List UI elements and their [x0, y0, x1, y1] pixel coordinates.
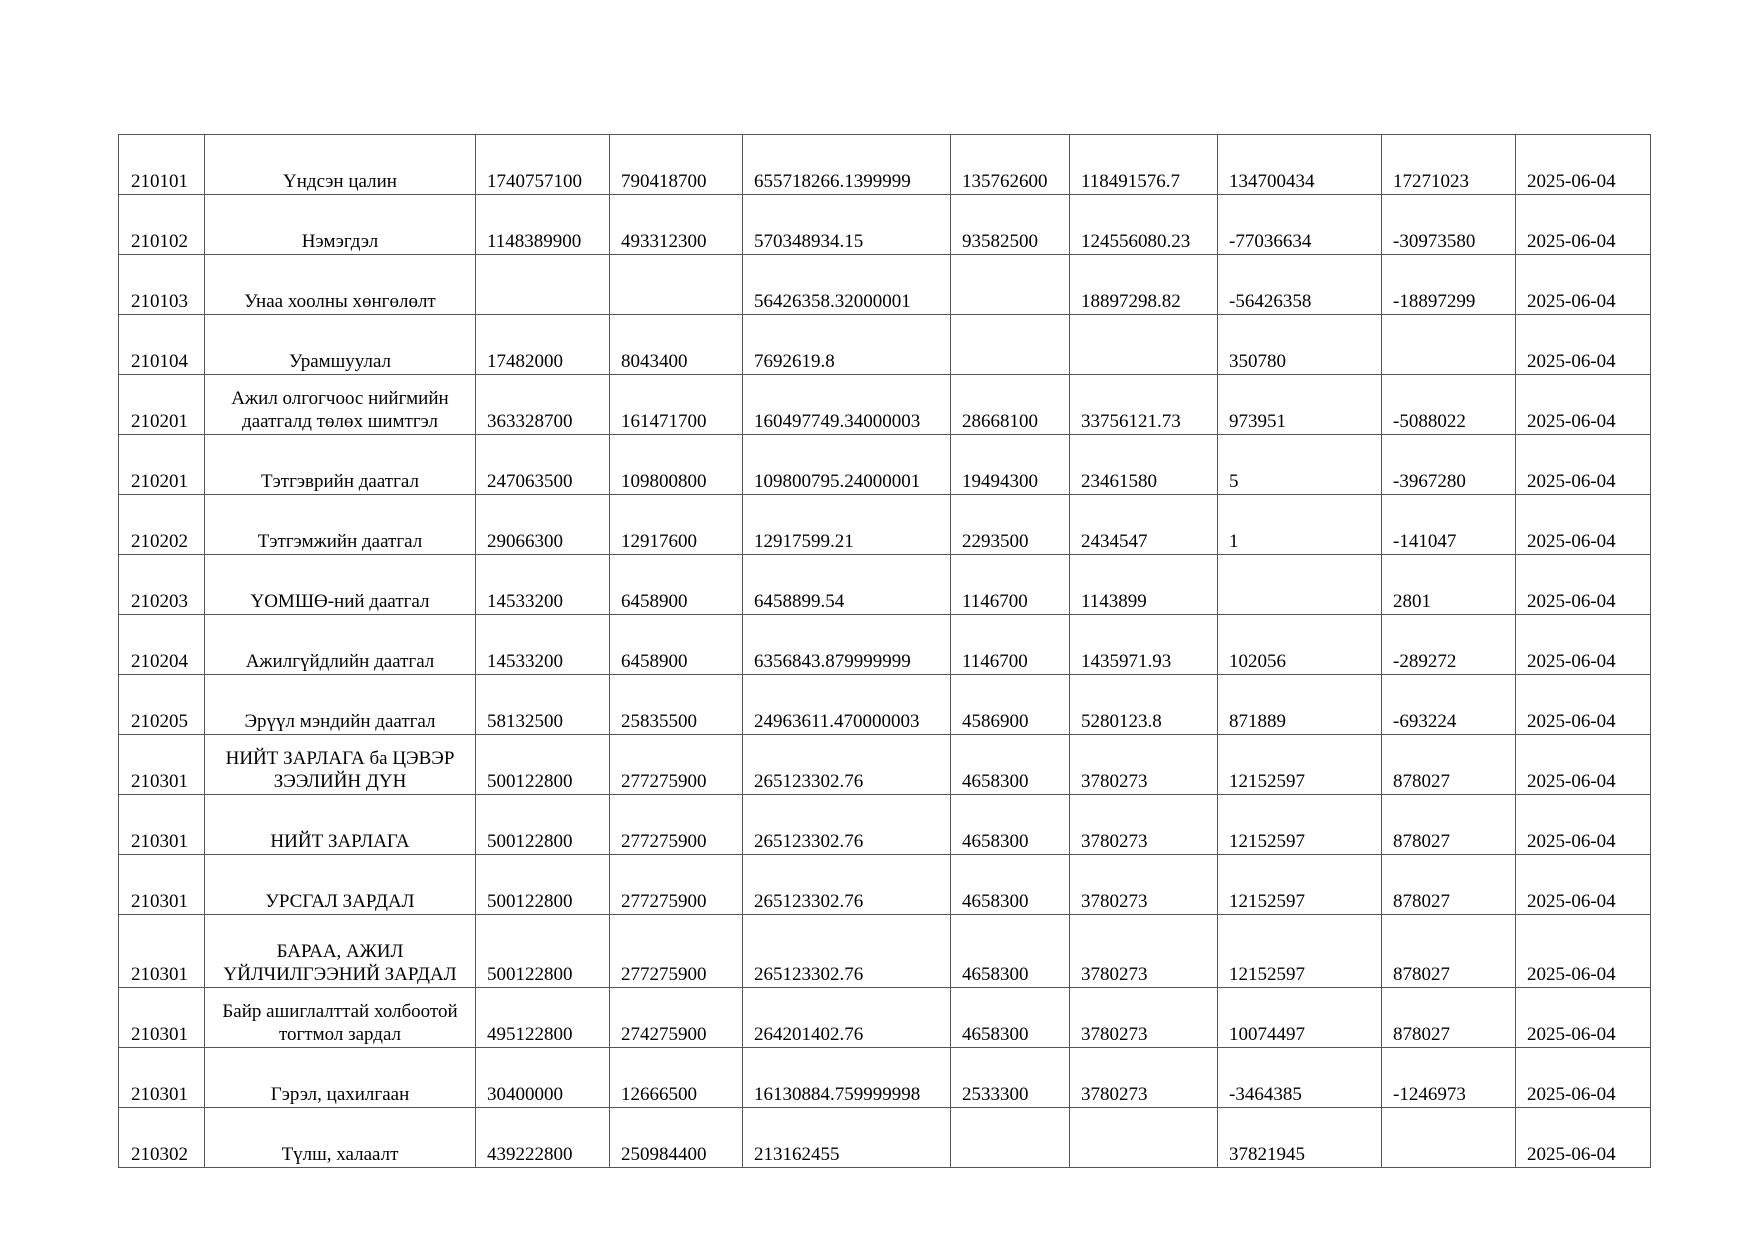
account-name: БАРАА, АЖИЛ ҮЙЛЧИЛГЭЭНИЙ ЗАРДАЛ	[205, 915, 476, 988]
amount-cell: -1246973	[1382, 1048, 1516, 1108]
account-code: 210202	[119, 495, 205, 555]
account-name: НИЙТ ЗАРЛАГА ба ЦЭВЭР ЗЭЭЛИЙН ДҮН	[205, 735, 476, 795]
amount-cell: 134700434	[1218, 135, 1382, 195]
date-cell: 2025-06-04	[1516, 915, 1651, 988]
amount-cell	[1382, 315, 1516, 375]
amount-cell: -141047	[1382, 495, 1516, 555]
account-code: 210201	[119, 375, 205, 435]
amount-cell: 12152597	[1218, 915, 1382, 988]
amount-cell: 2434547	[1070, 495, 1218, 555]
amount-cell: 277275900	[610, 795, 743, 855]
amount-cell: 1435971.93	[1070, 615, 1218, 675]
table-row	[119, 375, 1651, 435]
amount-cell: 6458900	[610, 615, 743, 675]
amount-cell: 10074497	[1218, 988, 1382, 1048]
date-cell: 2025-06-04	[1516, 735, 1651, 795]
date-cell: 2025-06-04	[1516, 555, 1651, 615]
amount-cell: -289272	[1382, 615, 1516, 675]
amount-cell: 265123302.76	[743, 915, 951, 988]
account-code: 210302	[119, 1108, 205, 1168]
account-code: 210301	[119, 735, 205, 795]
date-cell: 2025-06-04	[1516, 135, 1651, 195]
amount-cell: 4658300	[951, 915, 1070, 988]
amount-cell	[1382, 1108, 1516, 1168]
date-cell: 2025-06-04	[1516, 795, 1651, 855]
amount-cell: 973951	[1218, 375, 1382, 435]
amount-cell: 277275900	[610, 855, 743, 915]
table-row	[119, 1048, 1651, 1108]
amount-cell: -30973580	[1382, 195, 1516, 255]
amount-cell	[1070, 1108, 1218, 1168]
account-code: 210101	[119, 135, 205, 195]
amount-cell: 439222800	[476, 1108, 610, 1168]
date-cell: 2025-06-04	[1516, 255, 1651, 315]
amount-cell: 7692619.8	[743, 315, 951, 375]
account-code: 210205	[119, 675, 205, 735]
account-code: 210301	[119, 1048, 205, 1108]
amount-cell: 33756121.73	[1070, 375, 1218, 435]
amount-cell: 790418700	[610, 135, 743, 195]
amount-cell: 878027	[1382, 915, 1516, 988]
amount-cell: 247063500	[476, 435, 610, 495]
amount-cell: 4586900	[951, 675, 1070, 735]
amount-cell: 12152597	[1218, 855, 1382, 915]
amount-cell: 3780273	[1070, 988, 1218, 1048]
date-cell: 2025-06-04	[1516, 435, 1651, 495]
amount-cell: 17271023	[1382, 135, 1516, 195]
amount-cell: 4658300	[951, 735, 1070, 795]
amount-cell: 277275900	[610, 735, 743, 795]
amount-cell: 363328700	[476, 375, 610, 435]
amount-cell: 265123302.76	[743, 795, 951, 855]
amount-cell: 124556080.23	[1070, 195, 1218, 255]
amount-cell: 4658300	[951, 855, 1070, 915]
amount-cell: 274275900	[610, 988, 743, 1048]
amount-cell: 500122800	[476, 855, 610, 915]
amount-cell: 3780273	[1070, 1048, 1218, 1108]
account-name: Байр ашиглалттай холбоотой тогтмол зардал	[205, 988, 476, 1048]
budget-table	[118, 134, 1651, 1168]
amount-cell: 6458900	[610, 555, 743, 615]
amount-cell: 37821945	[1218, 1108, 1382, 1168]
amount-cell: 495122800	[476, 988, 610, 1048]
amount-cell	[951, 315, 1070, 375]
table-row	[119, 988, 1651, 1048]
table-row	[119, 255, 1651, 315]
amount-cell: 1146700	[951, 555, 1070, 615]
amount-cell: 6356843.879999999	[743, 615, 951, 675]
account-code: 210204	[119, 615, 205, 675]
date-cell: 2025-06-04	[1516, 195, 1651, 255]
date-cell: 2025-06-04	[1516, 675, 1651, 735]
amount-cell: 23461580	[1070, 435, 1218, 495]
table-row	[119, 315, 1651, 375]
amount-cell: 878027	[1382, 855, 1516, 915]
amount-cell: 1	[1218, 495, 1382, 555]
amount-cell: 109800800	[610, 435, 743, 495]
date-cell: 2025-06-04	[1516, 375, 1651, 435]
amount-cell: 4658300	[951, 988, 1070, 1048]
account-name: Урамшуулал	[205, 315, 476, 375]
amount-cell: 5280123.8	[1070, 675, 1218, 735]
account-name: Ажилгүйдлийн даатгал	[205, 615, 476, 675]
amount-cell: 16130884.759999998	[743, 1048, 951, 1108]
amount-cell	[1218, 555, 1382, 615]
amount-cell	[610, 255, 743, 315]
amount-cell: 19494300	[951, 435, 1070, 495]
amount-cell: 500122800	[476, 915, 610, 988]
table-row	[119, 135, 1651, 195]
amount-cell: 160497749.34000003	[743, 375, 951, 435]
amount-cell: 28668100	[951, 375, 1070, 435]
amount-cell: 265123302.76	[743, 855, 951, 915]
date-cell: 2025-06-04	[1516, 1108, 1651, 1168]
account-name: Түлш, халаалт	[205, 1108, 476, 1168]
amount-cell: 3780273	[1070, 915, 1218, 988]
table-row	[119, 735, 1651, 795]
amount-cell: 6458899.54	[743, 555, 951, 615]
account-name: Унаа хоолны хөнгөлөлт	[205, 255, 476, 315]
amount-cell: 1143899	[1070, 555, 1218, 615]
amount-cell: 14533200	[476, 555, 610, 615]
amount-cell: 102056	[1218, 615, 1382, 675]
date-cell: 2025-06-04	[1516, 1048, 1651, 1108]
amount-cell: 878027	[1382, 988, 1516, 1048]
table-row	[119, 555, 1651, 615]
account-name: Тэтгэврийн даатгал	[205, 435, 476, 495]
amount-cell: 17482000	[476, 315, 610, 375]
amount-cell: 265123302.76	[743, 735, 951, 795]
amount-cell: 500122800	[476, 795, 610, 855]
amount-cell: 24963611.470000003	[743, 675, 951, 735]
date-cell: 2025-06-04	[1516, 615, 1651, 675]
account-name: ҮОМШӨ-ний даатгал	[205, 555, 476, 615]
account-code: 210104	[119, 315, 205, 375]
table-row	[119, 795, 1651, 855]
amount-cell: 12917599.21	[743, 495, 951, 555]
amount-cell	[951, 255, 1070, 315]
table-row	[119, 1108, 1651, 1168]
amount-cell: 12152597	[1218, 735, 1382, 795]
amount-cell: 213162455	[743, 1108, 951, 1168]
amount-cell: 4658300	[951, 795, 1070, 855]
amount-cell: -5088022	[1382, 375, 1516, 435]
amount-cell: 30400000	[476, 1048, 610, 1108]
account-name: Тэтгэмжийн даатгал	[205, 495, 476, 555]
amount-cell: 161471700	[610, 375, 743, 435]
table-row	[119, 675, 1651, 735]
amount-cell: 5	[1218, 435, 1382, 495]
amount-cell: 25835500	[610, 675, 743, 735]
amount-cell: 14533200	[476, 615, 610, 675]
amount-cell: 118491576.7	[1070, 135, 1218, 195]
amount-cell: 2293500	[951, 495, 1070, 555]
amount-cell: 493312300	[610, 195, 743, 255]
amount-cell: 570348934.15	[743, 195, 951, 255]
amount-cell: 29066300	[476, 495, 610, 555]
account-code: 210301	[119, 855, 205, 915]
account-code: 210103	[119, 255, 205, 315]
amount-cell: 871889	[1218, 675, 1382, 735]
amount-cell: 277275900	[610, 915, 743, 988]
amount-cell: 3780273	[1070, 795, 1218, 855]
account-name: НИЙТ ЗАРЛАГА	[205, 795, 476, 855]
table-row	[119, 615, 1651, 675]
amount-cell: 18897298.82	[1070, 255, 1218, 315]
account-code: 210203	[119, 555, 205, 615]
amount-cell: 2533300	[951, 1048, 1070, 1108]
amount-cell: 878027	[1382, 735, 1516, 795]
table-row	[119, 855, 1651, 915]
account-name: Үндсэн цалин	[205, 135, 476, 195]
amount-cell: 93582500	[951, 195, 1070, 255]
amount-cell: 655718266.1399999	[743, 135, 951, 195]
amount-cell: 2801	[1382, 555, 1516, 615]
amount-cell: 3780273	[1070, 855, 1218, 915]
amount-cell: 878027	[1382, 795, 1516, 855]
date-cell: 2025-06-04	[1516, 315, 1651, 375]
amount-cell: -693224	[1382, 675, 1516, 735]
amount-cell	[476, 255, 610, 315]
account-code: 210301	[119, 915, 205, 988]
amount-cell: 1148389900	[476, 195, 610, 255]
amount-cell: 3780273	[1070, 735, 1218, 795]
date-cell: 2025-06-04	[1516, 855, 1651, 915]
amount-cell: -3967280	[1382, 435, 1516, 495]
amount-cell: -18897299	[1382, 255, 1516, 315]
account-name: Нэмэгдэл	[205, 195, 476, 255]
date-cell: 2025-06-04	[1516, 495, 1651, 555]
amount-cell: 500122800	[476, 735, 610, 795]
amount-cell: 109800795.24000001	[743, 435, 951, 495]
amount-cell	[951, 1108, 1070, 1168]
amount-cell	[1070, 315, 1218, 375]
amount-cell: 12917600	[610, 495, 743, 555]
amount-cell: 12152597	[1218, 795, 1382, 855]
account-code: 210201	[119, 435, 205, 495]
amount-cell: 135762600	[951, 135, 1070, 195]
account-name: Ажил олгогчоос нийгмийн даатгалд төлөх шимтгэл	[205, 375, 476, 435]
amount-cell: -56426358	[1218, 255, 1382, 315]
account-code: 210301	[119, 988, 205, 1048]
table-row	[119, 495, 1651, 555]
amount-cell: 350780	[1218, 315, 1382, 375]
account-code: 210301	[119, 795, 205, 855]
amount-cell: 250984400	[610, 1108, 743, 1168]
amount-cell: 56426358.32000001	[743, 255, 951, 315]
amount-cell: 12666500	[610, 1048, 743, 1108]
account-name: УРСГАЛ ЗАРДАЛ	[205, 855, 476, 915]
amount-cell: 8043400	[610, 315, 743, 375]
table-row	[119, 435, 1651, 495]
date-cell: 2025-06-04	[1516, 988, 1651, 1048]
amount-cell: -3464385	[1218, 1048, 1382, 1108]
table-row	[119, 195, 1651, 255]
account-code: 210102	[119, 195, 205, 255]
account-name: Гэрэл, цахилгаан	[205, 1048, 476, 1108]
amount-cell: -77036634	[1218, 195, 1382, 255]
amount-cell: 264201402.76	[743, 988, 951, 1048]
table-row	[119, 915, 1651, 988]
amount-cell: 1740757100	[476, 135, 610, 195]
amount-cell: 1146700	[951, 615, 1070, 675]
account-name: Эрүүл мэндийн даатгал	[205, 675, 476, 735]
amount-cell: 58132500	[476, 675, 610, 735]
